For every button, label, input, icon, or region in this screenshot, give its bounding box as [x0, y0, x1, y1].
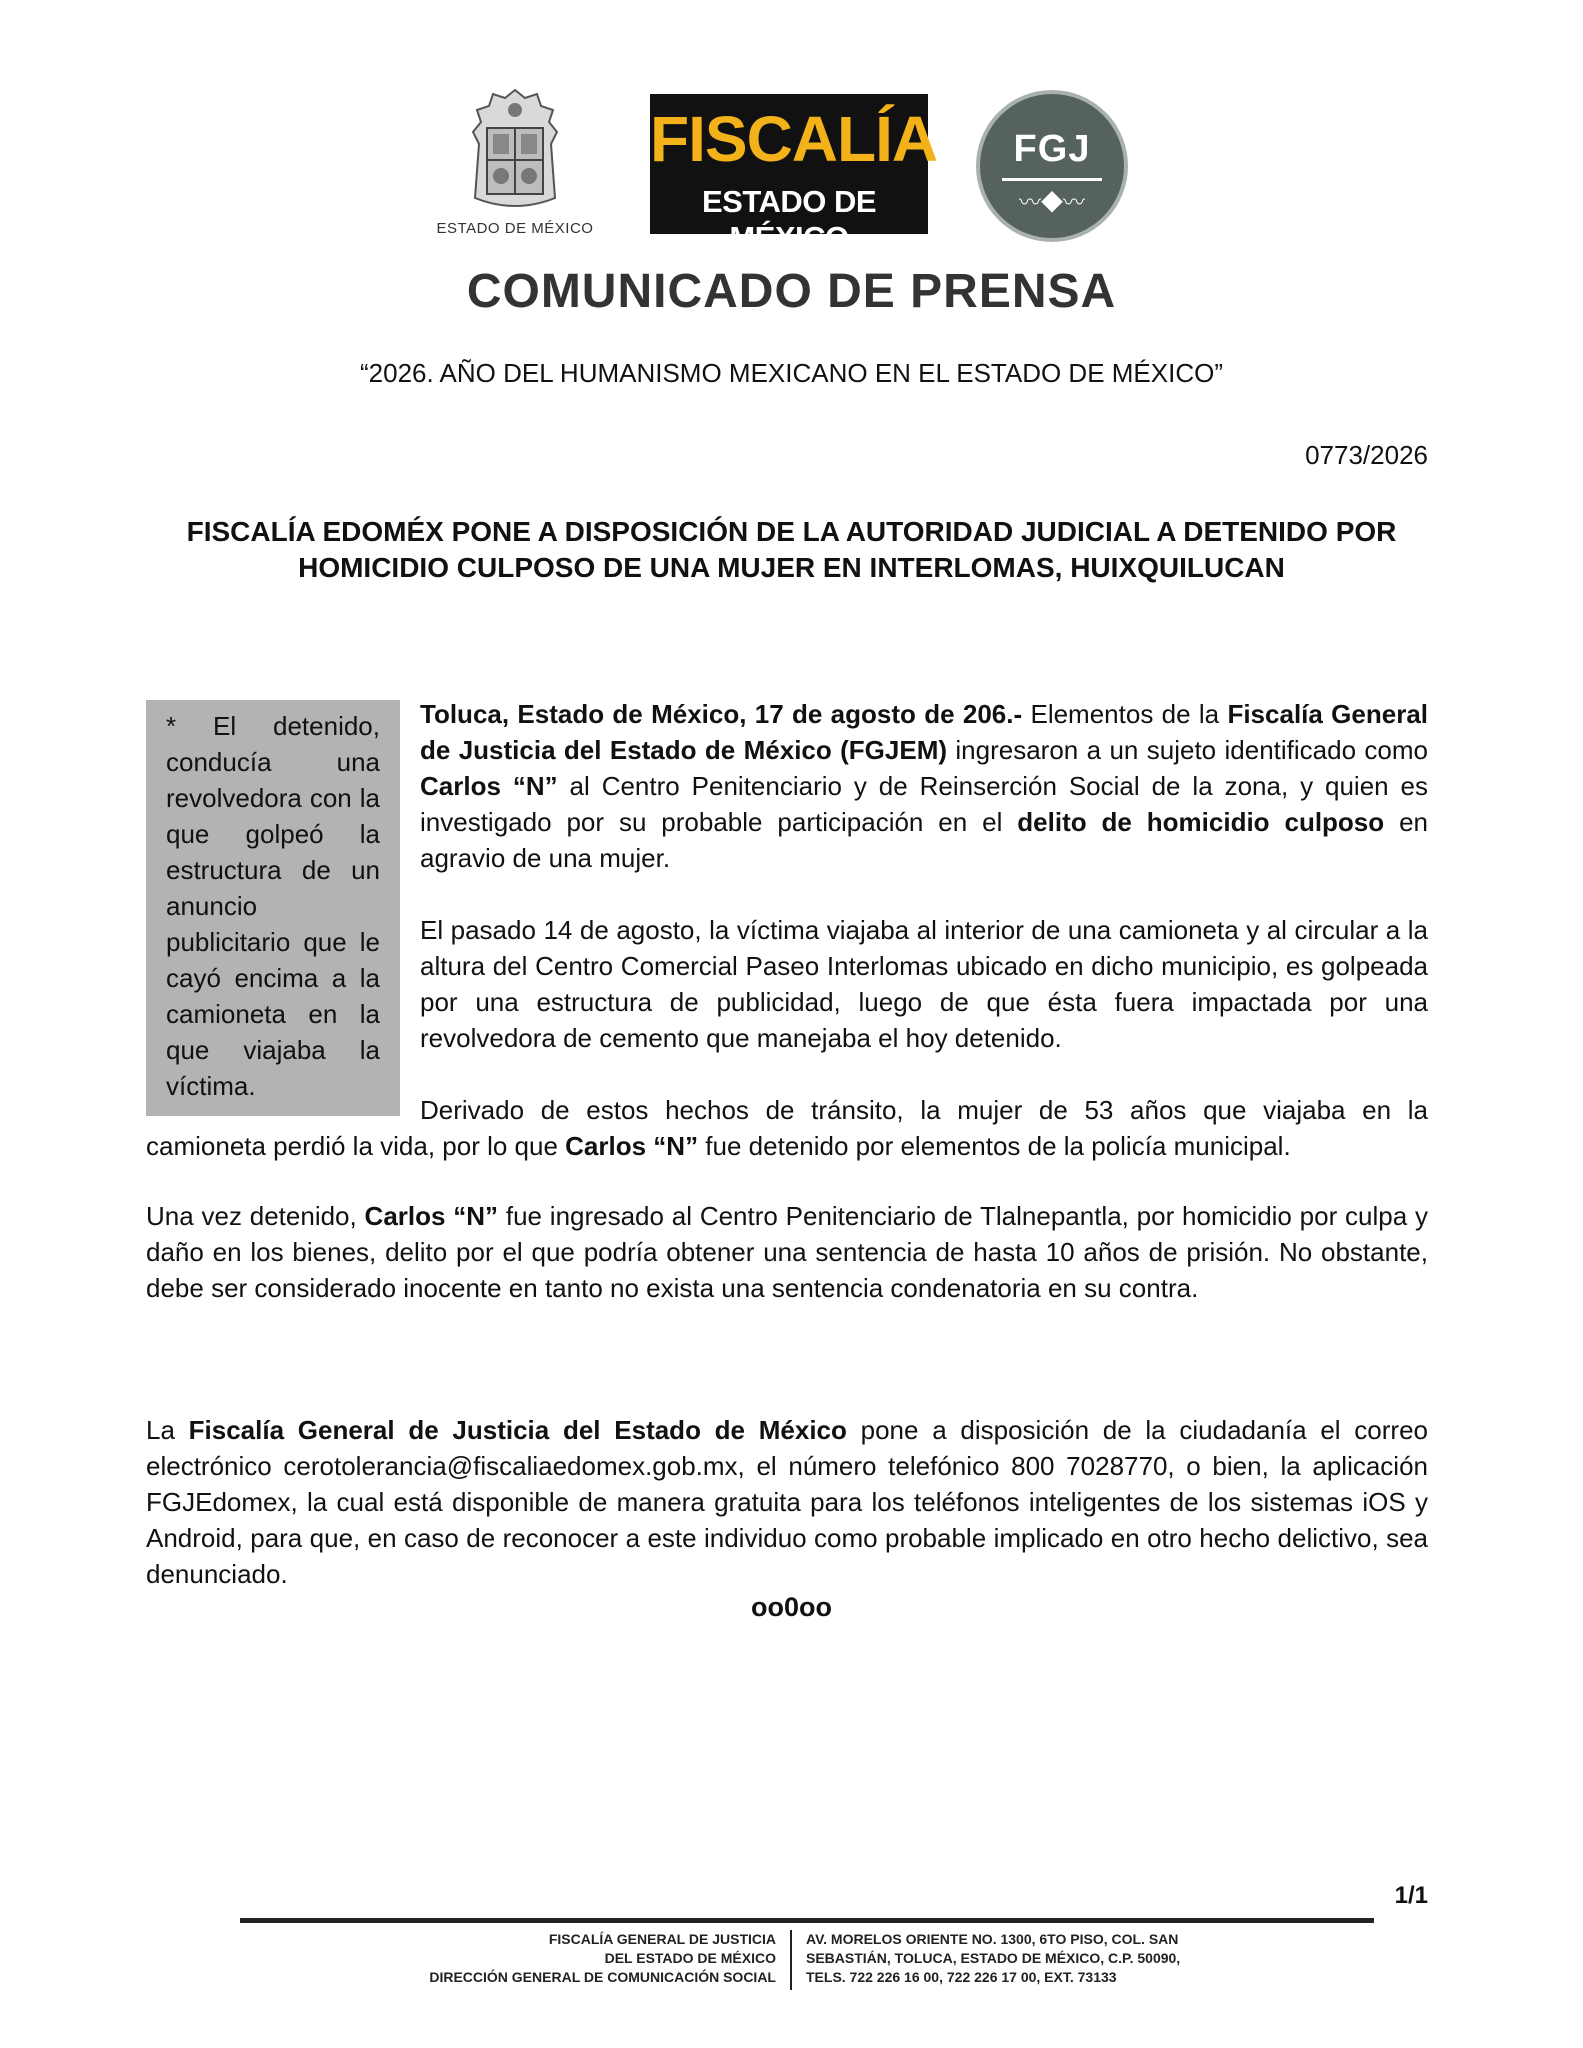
document-title: COMUNICADO DE PRENSA: [466, 265, 1117, 318]
footer-left-line-2: DEL ESTADO DE MÉXICO: [604, 1950, 776, 1966]
sidebar-note-box: [146, 700, 400, 1116]
sidebar-note: * El detenido, conducía una revolvedora con la que golpeó la estructura de un anuncio publicitario que le cayó encima a la camioneta en la que viajaba la víctima.: [166, 711, 380, 1101]
p5-bold-1: Fiscalía General de Justicia del Estado de México: [188, 1415, 847, 1445]
p3-bold-1: Carlos “N”: [565, 1131, 699, 1161]
page-number: 1/1: [1394, 1882, 1428, 1909]
paragraph-1: [420, 696, 1428, 876]
edomex-logo: [425, 88, 605, 248]
p1-bold-2: Carlos “N”: [420, 771, 558, 801]
p4-text-2: fue ingresado al Centro Penitenciario de Tlalnepantla, por homicidio por culpa y daño en los bienes, delito por el que podría obtener una sentencia de hasta 10 años de prisión. No obstante, debe ser considerado inocente en tanto no exista una sentencia condenatoria en su contra.: [146, 1201, 1429, 1303]
paragraph-3-line-2: [146, 1128, 1428, 1164]
fiscalia-logo: [650, 94, 938, 255]
footer-institution: [250, 1930, 776, 1987]
footer-left-line-3: DIRECCIÓN GENERAL DE COMUNICACIÓN SOCIAL: [429, 1969, 776, 1985]
p1-text-2: ingresaron a un sujeto identificado como: [947, 735, 1428, 765]
p4-text-1: Una vez detenido,: [146, 1201, 365, 1231]
bulletin-number: 0773/2026: [1305, 440, 1428, 470]
p1-bold-3: delito de homicidio culposo: [1017, 807, 1385, 837]
wings-icon: 〰◆〰: [1018, 190, 1085, 215]
paragraph-4: [146, 1198, 1428, 1306]
p5-text-2: pone a disposición de la ciudadanía el correo electrónico cerotolerancia@fiscaliaedomex.gob.mx, el número telefónico 800 7028770, o bien, la aplicación FGJEdomex, la cual está disponible de manera gratuita para los teléfonos inteligentes de los sistemas iOS y Android, para que, en caso de reconocer a este individuo como probable implicado en otro hecho delictivo, sea denunciado.: [146, 1415, 1428, 1589]
footer-right-line-1: AV. MORELOS ORIENTE NO. 1300, 6TO PISO, COL. SAN: [806, 1931, 1179, 1947]
year-motto: “2026. AÑO DEL HUMANISMO MEXICANO EN EL ESTADO DE MÉXICO”: [360, 358, 1223, 388]
p4-bold-1: Carlos “N”: [364, 1201, 499, 1231]
fiscalia-logo-line1: FISCALÍA: [650, 103, 938, 175]
p3-text-2: fue detenido por elementos de la policía municipal.: [698, 1131, 1291, 1161]
fgj-logo-bar: [1002, 178, 1102, 181]
footer-divider: [240, 1918, 1374, 1923]
fiscalia-logo-line2: ESTADO DE MÉXICO: [701, 184, 877, 255]
paragraph-2: El pasado 14 de agosto, la víctima viajaba al interior de una camioneta y al circular a la altura del Centro Comercial Paseo Interlomas ubicado en dicho municipio, es golpeada por una estructura de publicidad, luego de que ésta fuera impactada por una revolvedora de cemento que manejaba el hoy detenido.: [420, 915, 1428, 1053]
p5-text-1: La: [146, 1415, 189, 1445]
fgj-logo-text: FGJ: [1013, 128, 1091, 170]
footer-right-line-3: TELS. 722 226 16 00, 722 226 17 00, EXT. 73133: [806, 1969, 1117, 1985]
p1-text-1: Elementos de la: [1022, 699, 1228, 729]
footer-separator: [790, 1930, 792, 1990]
footer-left-line-1: FISCALÍA GENERAL DE JUSTICIA: [548, 1931, 776, 1947]
p1-text-4: en agravio de una mujer.: [420, 807, 1428, 873]
p1-bold-1: Fiscalía General de Justicia del Estado de México (FGJEM): [420, 699, 1428, 765]
footer-right-line-2: SEBASTIÁN, TOLUCA, ESTADO DE MÉXICO, C.P. 50090,: [806, 1950, 1181, 1966]
coat-of-arms-icon: [467, 88, 563, 212]
dateline: Toluca, Estado de México, 17 de agosto de 206.-: [420, 699, 1023, 729]
headline: FISCALÍA EDOMÉX PONE A DISPOSICIÓN DE LA AUTORIDAD JUDICIAL A DETENIDO POR HOMICIDIO CULPOSO DE UNA MUJER EN INTERLOMAS, HUIXQUILUCAN: [186, 516, 1397, 583]
edomex-label: ESTADO DE MÉXICO: [436, 220, 594, 237]
p1-text-3: al Centro Penitenciario y de Reinserción Social de la zona, y quien es investigado por su probable participación en el: [420, 771, 1429, 837]
paragraph-5: [146, 1412, 1428, 1592]
footer-address: [806, 1930, 1326, 1987]
end-mark: oo0oo: [751, 1592, 832, 1622]
fgj-logo: [976, 90, 1128, 242]
header-logos: [0, 88, 1583, 255]
p3-text-1: camioneta perdió la vida, por lo que: [146, 1131, 566, 1161]
paragraph-3-line-1: Derivado de estos hechos de tránsito, la mujer de 53 años que viajaba en la: [420, 1095, 1428, 1125]
